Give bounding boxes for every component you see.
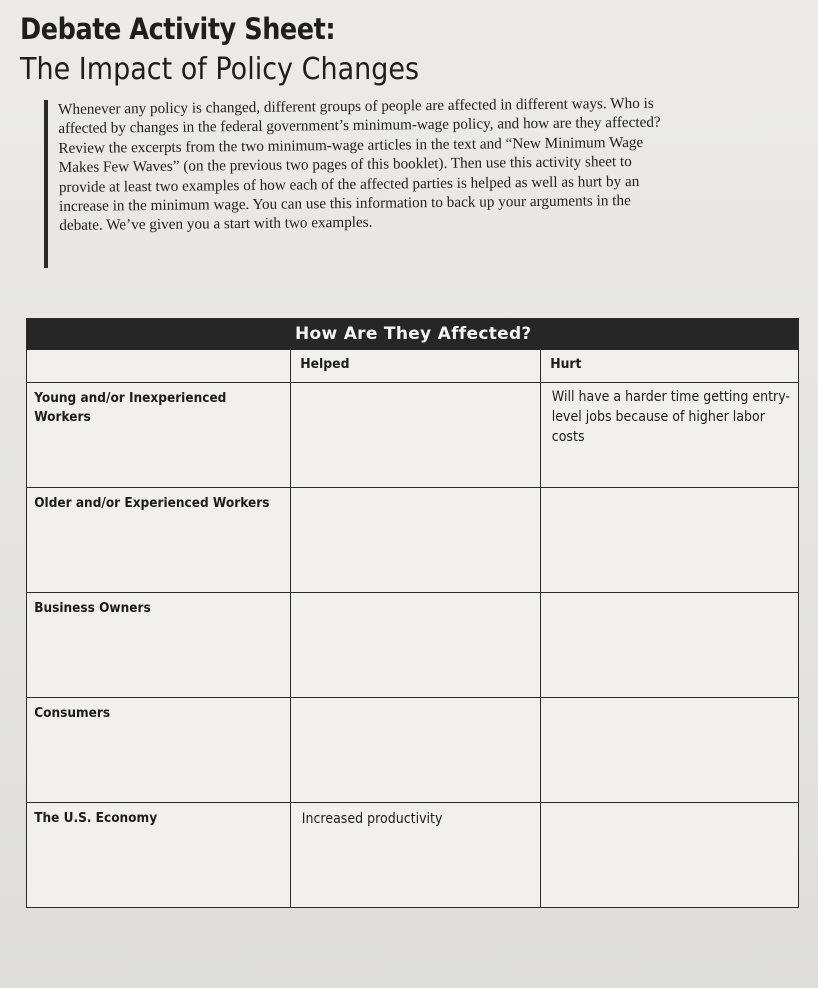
helped-text: Increased productivity: [301, 811, 443, 827]
table-row: [27, 488, 799, 593]
helped-cell[interactable]: [291, 383, 541, 488]
group-label: The U.S. Economy: [34, 810, 158, 826]
helped-text: [291, 698, 545, 704]
helped-cell[interactable]: [291, 803, 541, 908]
group-label: Older and/or Experienced Workers: [34, 495, 270, 511]
group-cell: [27, 488, 291, 593]
table-header: [27, 319, 799, 350]
affected-parties-table-wrap: [26, 318, 798, 930]
group-cell: [27, 698, 291, 803]
helped-cell[interactable]: [291, 593, 541, 698]
hurt-cell[interactable]: [541, 803, 799, 908]
hurt-column-header: [541, 350, 799, 383]
table-header-label: How Are They Affected?: [295, 324, 532, 344]
group-label: Business Owners: [34, 600, 151, 616]
helped-text: [291, 593, 545, 599]
helped-column-label: Helped: [300, 356, 350, 372]
hurt-text: [541, 593, 802, 597]
hurt-text: [541, 698, 802, 702]
intro-block: [44, 94, 676, 268]
hurt-text: [541, 803, 802, 807]
helped-cell[interactable]: [291, 488, 541, 593]
column-header-row: [27, 350, 799, 383]
table-row: [27, 593, 799, 698]
helped-text: [291, 488, 545, 494]
table-row: [27, 383, 799, 488]
hurt-cell[interactable]: [541, 488, 799, 593]
helped-cell[interactable]: [291, 698, 541, 803]
helped-column-header: [291, 350, 541, 383]
hurt-text: Will have a harder time getting entry-level jobs because of higher labor costs: [551, 389, 790, 445]
hurt-column-label: Hurt: [550, 356, 582, 372]
table-row: [27, 803, 799, 908]
group-cell: [27, 383, 291, 488]
helped-text: [291, 383, 545, 389]
group-cell: [27, 803, 291, 908]
sheet-subtitle: The Impact of Policy Changes: [20, 52, 420, 87]
table-row: [27, 698, 799, 803]
hurt-cell[interactable]: [541, 593, 799, 698]
intro-paragraph: Whenever any policy is changed, different groups of people are affected in different ways. Who is affected by changes in the federal government’s minimum-wage policy, and how are they affected? Review the excerpts from the two minimum-wage articles in the text and “New Minimum Wage Makes Few Waves” (on the previous two pages of this booklet). Then use this activity sheet to provide at least two examples of how each of the affected parties is helped as well as hurt by an increase in the minimum wage. You can use this information to back up your arguments in the debate. We’ve given you a start with two examples.: [58, 94, 661, 235]
group-label: Consumers: [34, 705, 111, 721]
group-cell: [27, 593, 291, 698]
sheet-title: Debate Activity Sheet:: [20, 12, 336, 46]
hurt-text: [541, 488, 802, 492]
group-column-header: [27, 350, 291, 383]
group-label: Young and/or Inexperienced Workers: [34, 390, 227, 425]
table-header-row: [27, 319, 799, 350]
affected-parties-table: [26, 318, 799, 908]
hurt-cell[interactable]: [541, 698, 799, 803]
hurt-cell[interactable]: [541, 383, 799, 488]
